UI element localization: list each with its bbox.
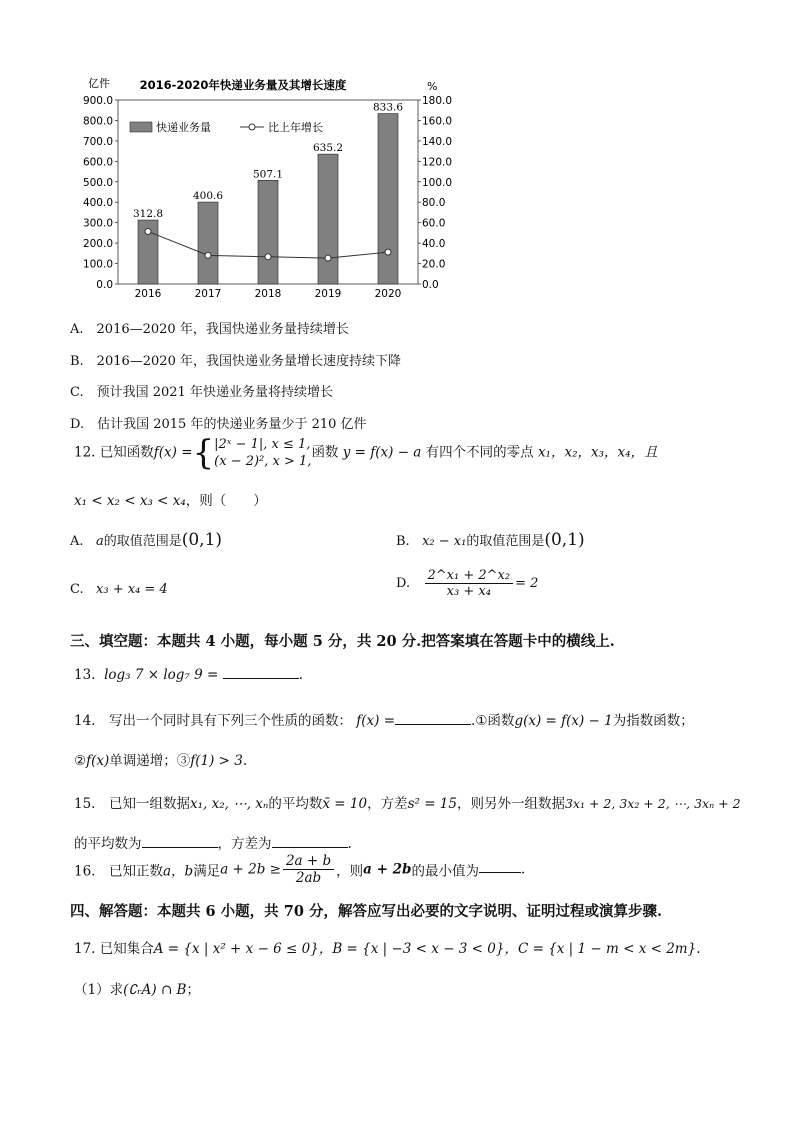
- q15-new-data: 3x₁ + 2, 3x₂ + 2, ⋯, 3xₙ + 2: [564, 796, 741, 811]
- section-4-heading: 四、解答题：本题共 6 小题，共 70 分，解答应写出必要的文字说明、证明过程或演算步骤.: [70, 903, 663, 920]
- q15-text-a: 15. 已知一组数据: [74, 796, 190, 812]
- q12-case-1: |2ˣ − 1|, x ≤ 1,: [214, 437, 311, 452]
- left-tick-label: 700.0: [82, 135, 113, 148]
- right-tick-label: 80.0: [422, 197, 446, 210]
- q12-option-a: [70, 530, 222, 550]
- right-tick-label: 40.0: [422, 238, 446, 251]
- q14-fx: f(x) =: [356, 713, 396, 729]
- left-tick-label: 100.0: [82, 258, 113, 271]
- q16-text-a: 16. 已知正数: [74, 863, 163, 880]
- left-tick-label: 200.0: [82, 238, 113, 251]
- q12-b-interval: (0,1): [544, 530, 585, 550]
- q12-d-label: D.: [396, 576, 411, 591]
- right-tick-label: 100.0: [422, 176, 453, 189]
- x-tick-label-2017: 2017: [194, 288, 222, 300]
- q12-y-expression: y = f(x) − a: [342, 444, 422, 461]
- q12-d-fraction: [425, 568, 514, 599]
- q17-end: .: [696, 941, 701, 957]
- left-tick-label: 800.0: [82, 115, 113, 128]
- q11-option-c: C. 预计我国 2021 年快递业务量将持续增长: [70, 385, 333, 400]
- q12-a-var: a: [95, 534, 104, 549]
- right-tick-label: 0.0: [422, 279, 439, 291]
- q12-tail: ，则（ ）: [185, 493, 267, 509]
- left-tick-label: 400.0: [82, 197, 113, 210]
- q14-answer-blank[interactable]: [395, 724, 471, 725]
- q13-number: 13.: [74, 667, 96, 683]
- growth-point-2017: [205, 252, 211, 258]
- q13-end: .: [298, 667, 303, 683]
- growth-point-2018: [265, 254, 271, 260]
- q16-text-g: 的最小值为: [411, 863, 479, 880]
- q15-variance: s² = 15: [407, 796, 457, 812]
- q14-text-a: 14. 写出一个同时具有下列三个性质的函数：: [74, 713, 352, 729]
- q12-case-2: (x − 2)², x > 1,: [214, 454, 312, 469]
- q12-c-label: C.: [70, 582, 84, 597]
- q14-gx: g(x) = f(x) − 1: [514, 713, 613, 729]
- q12-number: 12. 已知函数: [74, 444, 154, 461]
- q12-order: x₁ < x₂ < x₃ < x₄: [74, 493, 186, 509]
- q17-p1-end: ；: [186, 982, 200, 998]
- q16: [74, 853, 525, 886]
- q12-function-name: f(x) =: [153, 444, 193, 461]
- section-3-heading: 三、填空题：本题共 4 小题，每小题 5 分，共 20 分.把答案填在答题卡中的横线上.: [70, 633, 615, 650]
- bar-label-2018: 507.1: [252, 168, 284, 181]
- q11-option-d: D. 估计我国 2015 年的快递业务量少于 210 亿件: [70, 417, 367, 432]
- bar-2019: [318, 154, 338, 284]
- q12-option-c: [70, 582, 168, 597]
- left-tick-label: 900.0: [82, 95, 113, 107]
- q12-d-numerator: 2^x₁ + 2^x₂: [425, 568, 514, 584]
- x-tick-label-2020: 2020: [374, 288, 402, 300]
- q17-p1-text: （1）求: [74, 982, 124, 998]
- right-tick-label: 20.0: [422, 258, 446, 271]
- q15-text-mean: 的平均数为: [74, 836, 142, 852]
- legend-bar-swatch: [130, 122, 152, 132]
- q14-text-c2: 单调递增；③: [109, 753, 191, 769]
- q12-text-1: 函数: [311, 444, 339, 461]
- q12-option-b: [396, 530, 585, 550]
- left-axis-unit: 亿件: [88, 77, 110, 90]
- q15-mean: x̄ = 10: [322, 796, 368, 812]
- q12-order-line: [74, 489, 267, 509]
- q13-expr: log₃ 7 × log₇ 9 =: [104, 667, 219, 683]
- q12-piecewise: [214, 436, 311, 470]
- q12-brace: {: [192, 433, 215, 473]
- legend-line-marker: [249, 124, 255, 130]
- q12-b-text: 的取值范围是: [466, 534, 545, 549]
- right-tick-label: 140.0: [422, 135, 453, 148]
- q15-mean-blank[interactable]: [142, 847, 218, 848]
- q16-text-e: ，则: [336, 863, 364, 880]
- right-tick-label: 180.0: [422, 95, 453, 107]
- left-tick-label: 0.0: [96, 279, 113, 291]
- express-volume-chart: [78, 74, 453, 306]
- q16-fraction: [283, 853, 334, 886]
- q14-fx-2: f(x): [86, 753, 110, 769]
- q13: [74, 667, 303, 683]
- q11-option-a: A. 2016—2020 年，我国快递业务量持续增长: [70, 322, 349, 337]
- q15-variance-blank[interactable]: [272, 847, 348, 848]
- q15-text-c: 的平均数: [268, 796, 323, 812]
- q15-text-e: ，方差: [367, 796, 408, 812]
- left-tick-label: 300.0: [82, 217, 113, 230]
- q12-c-expr: x₃ + x₄ = 4: [96, 582, 168, 597]
- q15-line-1: [74, 792, 741, 812]
- right-axis-unit: %: [427, 80, 438, 93]
- bar-2018: [258, 180, 278, 284]
- bar-2020: [378, 114, 398, 284]
- q16-end: .: [520, 861, 526, 878]
- q14-text-c: .①函数: [471, 713, 515, 729]
- q16-vars: a，b: [162, 863, 194, 880]
- q16-answer-blank[interactable]: [479, 872, 521, 873]
- q13-answer-blank[interactable]: [223, 678, 299, 679]
- growth-point-2020: [385, 249, 391, 255]
- x-tick-label-2016: 2016: [134, 288, 162, 300]
- q15-text-var: ，方差为: [217, 836, 272, 852]
- q17-set-a: A = {x | x² + x − 6 ≤ 0}: [153, 941, 319, 957]
- right-tick-label: 120.0: [422, 156, 453, 169]
- q16-denominator: 2ab: [295, 870, 322, 886]
- left-tick-label: 600.0: [82, 156, 113, 169]
- bar-label-2016: 312.8: [132, 208, 164, 221]
- right-tick-label: 60.0: [422, 217, 446, 230]
- x-tick-label-2019: 2019: [314, 288, 342, 300]
- q14-text-e: 为指数函数；: [612, 713, 694, 729]
- q12-a-interval: (0,1): [181, 530, 223, 550]
- q16-text-c: 满足: [193, 863, 221, 880]
- q12-d-denominator: x₃ + x₄: [446, 584, 491, 599]
- q14-f1: f(1) > 3: [190, 753, 243, 769]
- left-tick-label: 500.0: [82, 176, 113, 189]
- q16-lhs: a + 2b ≥: [220, 861, 281, 878]
- q17-p1-expr: (∁ᵣA) ∩ B: [123, 982, 187, 998]
- q17-set-c: ，C = {x | 1 − m < x < 2m}: [504, 941, 697, 957]
- q12-stem: [74, 433, 658, 473]
- bar-label-2020: 833.6: [372, 101, 404, 114]
- q16-target: a + 2b: [363, 861, 412, 878]
- q17-set-b: ，B = {x | −3 < x − 3 < 0}: [318, 941, 505, 957]
- q11-option-b: B. 2016—2020 年，我国快递业务量增长速度持续下降: [70, 354, 401, 369]
- q15-end: .: [347, 836, 352, 852]
- growth-point-2016: [145, 228, 151, 234]
- q17-part-1: [74, 978, 200, 998]
- q12-text-2: 有四个不同的零点: [425, 444, 534, 461]
- right-tick-label: 160.0: [422, 115, 453, 128]
- q15-line-2: [74, 832, 352, 852]
- legend-bar-label: 快递业务量: [156, 121, 211, 134]
- q15-data: x₁, x₂, ⋯, xₙ: [189, 796, 269, 812]
- x-tick-label-2018: 2018: [254, 288, 282, 300]
- q14-end: .: [242, 753, 248, 769]
- chart-title: 2016-2020年快递业务量及其增长速度: [139, 78, 347, 92]
- q14-circle-2: ②: [74, 753, 87, 769]
- q15-text-g: ，则另外一组数据: [456, 796, 565, 812]
- q12-option-d: [396, 568, 538, 599]
- q12-d-rhs: = 2: [515, 576, 539, 591]
- bar-label-2017: 400.6: [192, 190, 224, 203]
- q12-b-label: B.: [396, 534, 410, 549]
- growth-point-2019: [325, 255, 331, 261]
- chart-legend: [130, 120, 323, 134]
- q17-text-a: 17. 已知集合: [74, 941, 154, 957]
- bar-label-2019: 635.2: [312, 142, 344, 155]
- q16-numerator: 2a + b: [283, 853, 334, 870]
- q12-zeros: x₁，x₂，x₃，x₄，且: [537, 444, 658, 461]
- q12-a-label: A.: [70, 534, 84, 549]
- q14-line-2: [74, 749, 247, 769]
- q12-b-expr: x₂ − x₁: [422, 534, 467, 549]
- q12-a-text: 的取值范围是: [103, 534, 182, 549]
- legend-line-label: 比上年增长: [268, 121, 323, 134]
- q14-line-1: [74, 709, 694, 729]
- q17-stem: [74, 937, 701, 957]
- bar-2017: [198, 202, 218, 284]
